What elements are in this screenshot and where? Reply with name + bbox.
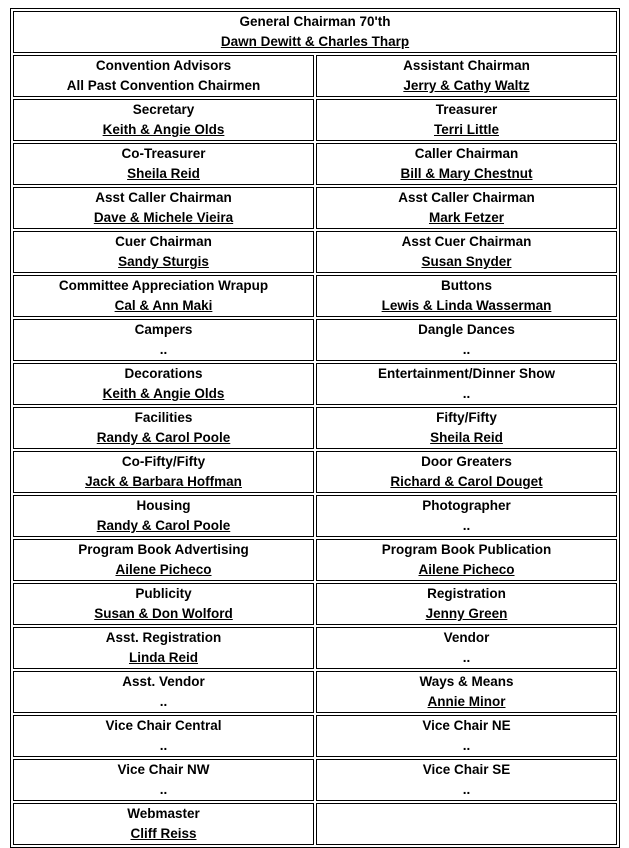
committee-table [10,8,620,848]
cell-names: .. [159,782,168,797]
cell-names: Susan & Don Wolford [94,606,233,621]
cell-names: Mark Fetzer [428,210,505,225]
committee-cell [316,407,617,449]
cell-names: Annie Minor [427,694,506,709]
committee-row [13,803,617,845]
cell-title: Asst. Registration [105,630,222,645]
committee-cell [13,363,314,405]
committee-cell [316,583,617,625]
cell-names: Keith & Angie Olds [102,386,225,401]
cell-names: Dawn Dewitt & Charles Tharp [220,34,410,49]
cell-names: .. [159,738,168,753]
committee-row [13,55,617,97]
cell-title: Assistant Chairman [403,58,530,73]
cell-names: Sheila Reid [430,430,503,445]
cell-names: Keith & Angie Olds [102,122,225,137]
cell-names: Randy & Carol Poole [96,430,231,445]
cell-names: Sandy Sturgis [118,254,209,269]
committee-row [13,671,617,713]
cell-names: .. [462,738,471,753]
committee-cell [316,275,617,317]
cell-names: Randy & Carol Poole [96,518,231,533]
cell-title: Door Greaters [421,454,512,469]
committee-cell [316,319,617,361]
cell-title: Ways & Means [419,674,514,689]
committee-row [13,363,617,405]
committee-row [13,495,617,537]
cell-title: Facilities [134,410,193,425]
cell-title: Vice Chair SE [422,762,511,777]
cell-names: Cal & Ann Maki [114,298,213,313]
cell-title: Dangle Dances [418,322,515,337]
committee-cell [13,407,314,449]
committee-row [13,143,617,185]
cell-title: Photographer [422,498,511,513]
committee-cell [13,583,314,625]
cell-title: Program Book Publication [381,542,552,557]
committee-row [13,539,617,581]
committee-cell [316,363,617,405]
cell-title: Publicity [135,586,192,601]
cell-title: Caller Chairman [414,146,519,161]
cell-names: .. [462,342,471,357]
cell-title: Asst Caller Chairman [398,190,535,205]
committee-cell [316,627,617,669]
cell-names: Sheila Reid [127,166,200,181]
committee-cell [13,143,314,185]
committee-cell [13,671,314,713]
cell-names: Bill & Mary Chestnut [400,166,533,181]
committee-cell [316,451,617,493]
cell-names: Lewis & Linda Wasserman [381,298,552,313]
cell-title: Secretary [132,102,195,117]
cell-names: Jenny Green [425,606,508,621]
committee-cell [13,319,314,361]
cell-title: Buttons [441,278,492,293]
cell-title: Campers [134,322,193,337]
committee-row [13,583,617,625]
cell-title: Asst Caller Chairman [95,190,232,205]
general-chairman-cell [13,11,617,53]
committee-cell [316,143,617,185]
cell-title: Vice Chair NE [422,718,511,733]
cell-title: Vendor [443,630,490,645]
committee-cell [13,55,314,97]
cell-title: Committee Appreciation Wrapup [58,278,269,293]
cell-title: General Chairman 70'th [239,14,391,29]
cell-title: Convention Advisors [95,58,232,73]
cell-title: Asst Cuer Chairman [401,234,532,249]
cell-title: Vice Chair Central [105,718,222,733]
committee-cell [13,627,314,669]
committee-cell [13,231,314,273]
committee-cell [316,495,617,537]
cell-names: Ailene Picheco [115,562,212,577]
committee-cell [316,231,617,273]
committee-cell [13,187,314,229]
committee-row [13,99,617,141]
cell-title: Vice Chair NW [117,762,210,777]
committee-row [13,451,617,493]
cell-names: Richard & Carol Douget [390,474,543,489]
cell-names: .. [159,342,168,357]
cell-title: Entertainment/Dinner Show [377,366,556,381]
cell-title: Co-Treasurer [121,146,206,161]
cell-title: Cuer Chairman [115,234,212,249]
header-row [13,11,617,53]
committee-row [13,275,617,317]
committee-cell [13,451,314,493]
cell-names: .. [159,694,168,709]
committee-row [13,187,617,229]
cell-names: Ailene Picheco [418,562,515,577]
cell-title: Program Book Advertising [78,542,249,557]
cell-title: Webmaster [127,806,200,821]
cell-title: Treasurer [435,102,498,117]
cell-names: .. [462,518,471,533]
committee-cell [13,495,314,537]
empty-cell [316,803,617,845]
cell-title: Housing [136,498,191,513]
cell-title: Asst. Vendor [122,674,205,689]
committee-cell [316,539,617,581]
committee-cell [13,803,314,845]
committee-row [13,407,617,449]
committee-cell [316,187,617,229]
committee-cell [13,539,314,581]
committee-row [13,231,617,273]
cell-title: Fifty/Fifty [436,410,497,425]
committee-table-body [13,11,617,845]
committee-cell [13,715,314,757]
cell-names: .. [462,386,471,401]
cell-names: Terri Little [433,122,499,137]
committee-cell [316,671,617,713]
cell-names: All Past Convention Chairmen [66,78,261,93]
committee-cell [316,55,617,97]
cell-names: Cliff Reiss [130,826,197,841]
committee-row [13,715,617,757]
cell-names: Linda Reid [128,650,198,665]
cell-names: Dave & Michele Vieira [93,210,234,225]
cell-title: Decorations [124,366,203,381]
cell-title: Registration [427,586,506,601]
committee-cell [316,715,617,757]
committee-cell [13,99,314,141]
cell-names: .. [462,782,471,797]
cell-names: .. [462,650,471,665]
committee-cell [13,275,314,317]
committee-row [13,627,617,669]
cell-title: Co-Fifty/Fifty [121,454,206,469]
cell-names: Susan Snyder [421,254,512,269]
cell-names: Jerry & Cathy Waltz [403,78,530,93]
cell-names: Jack & Barbara Hoffman [85,474,242,489]
committee-cell [316,99,617,141]
committee-row [13,319,617,361]
